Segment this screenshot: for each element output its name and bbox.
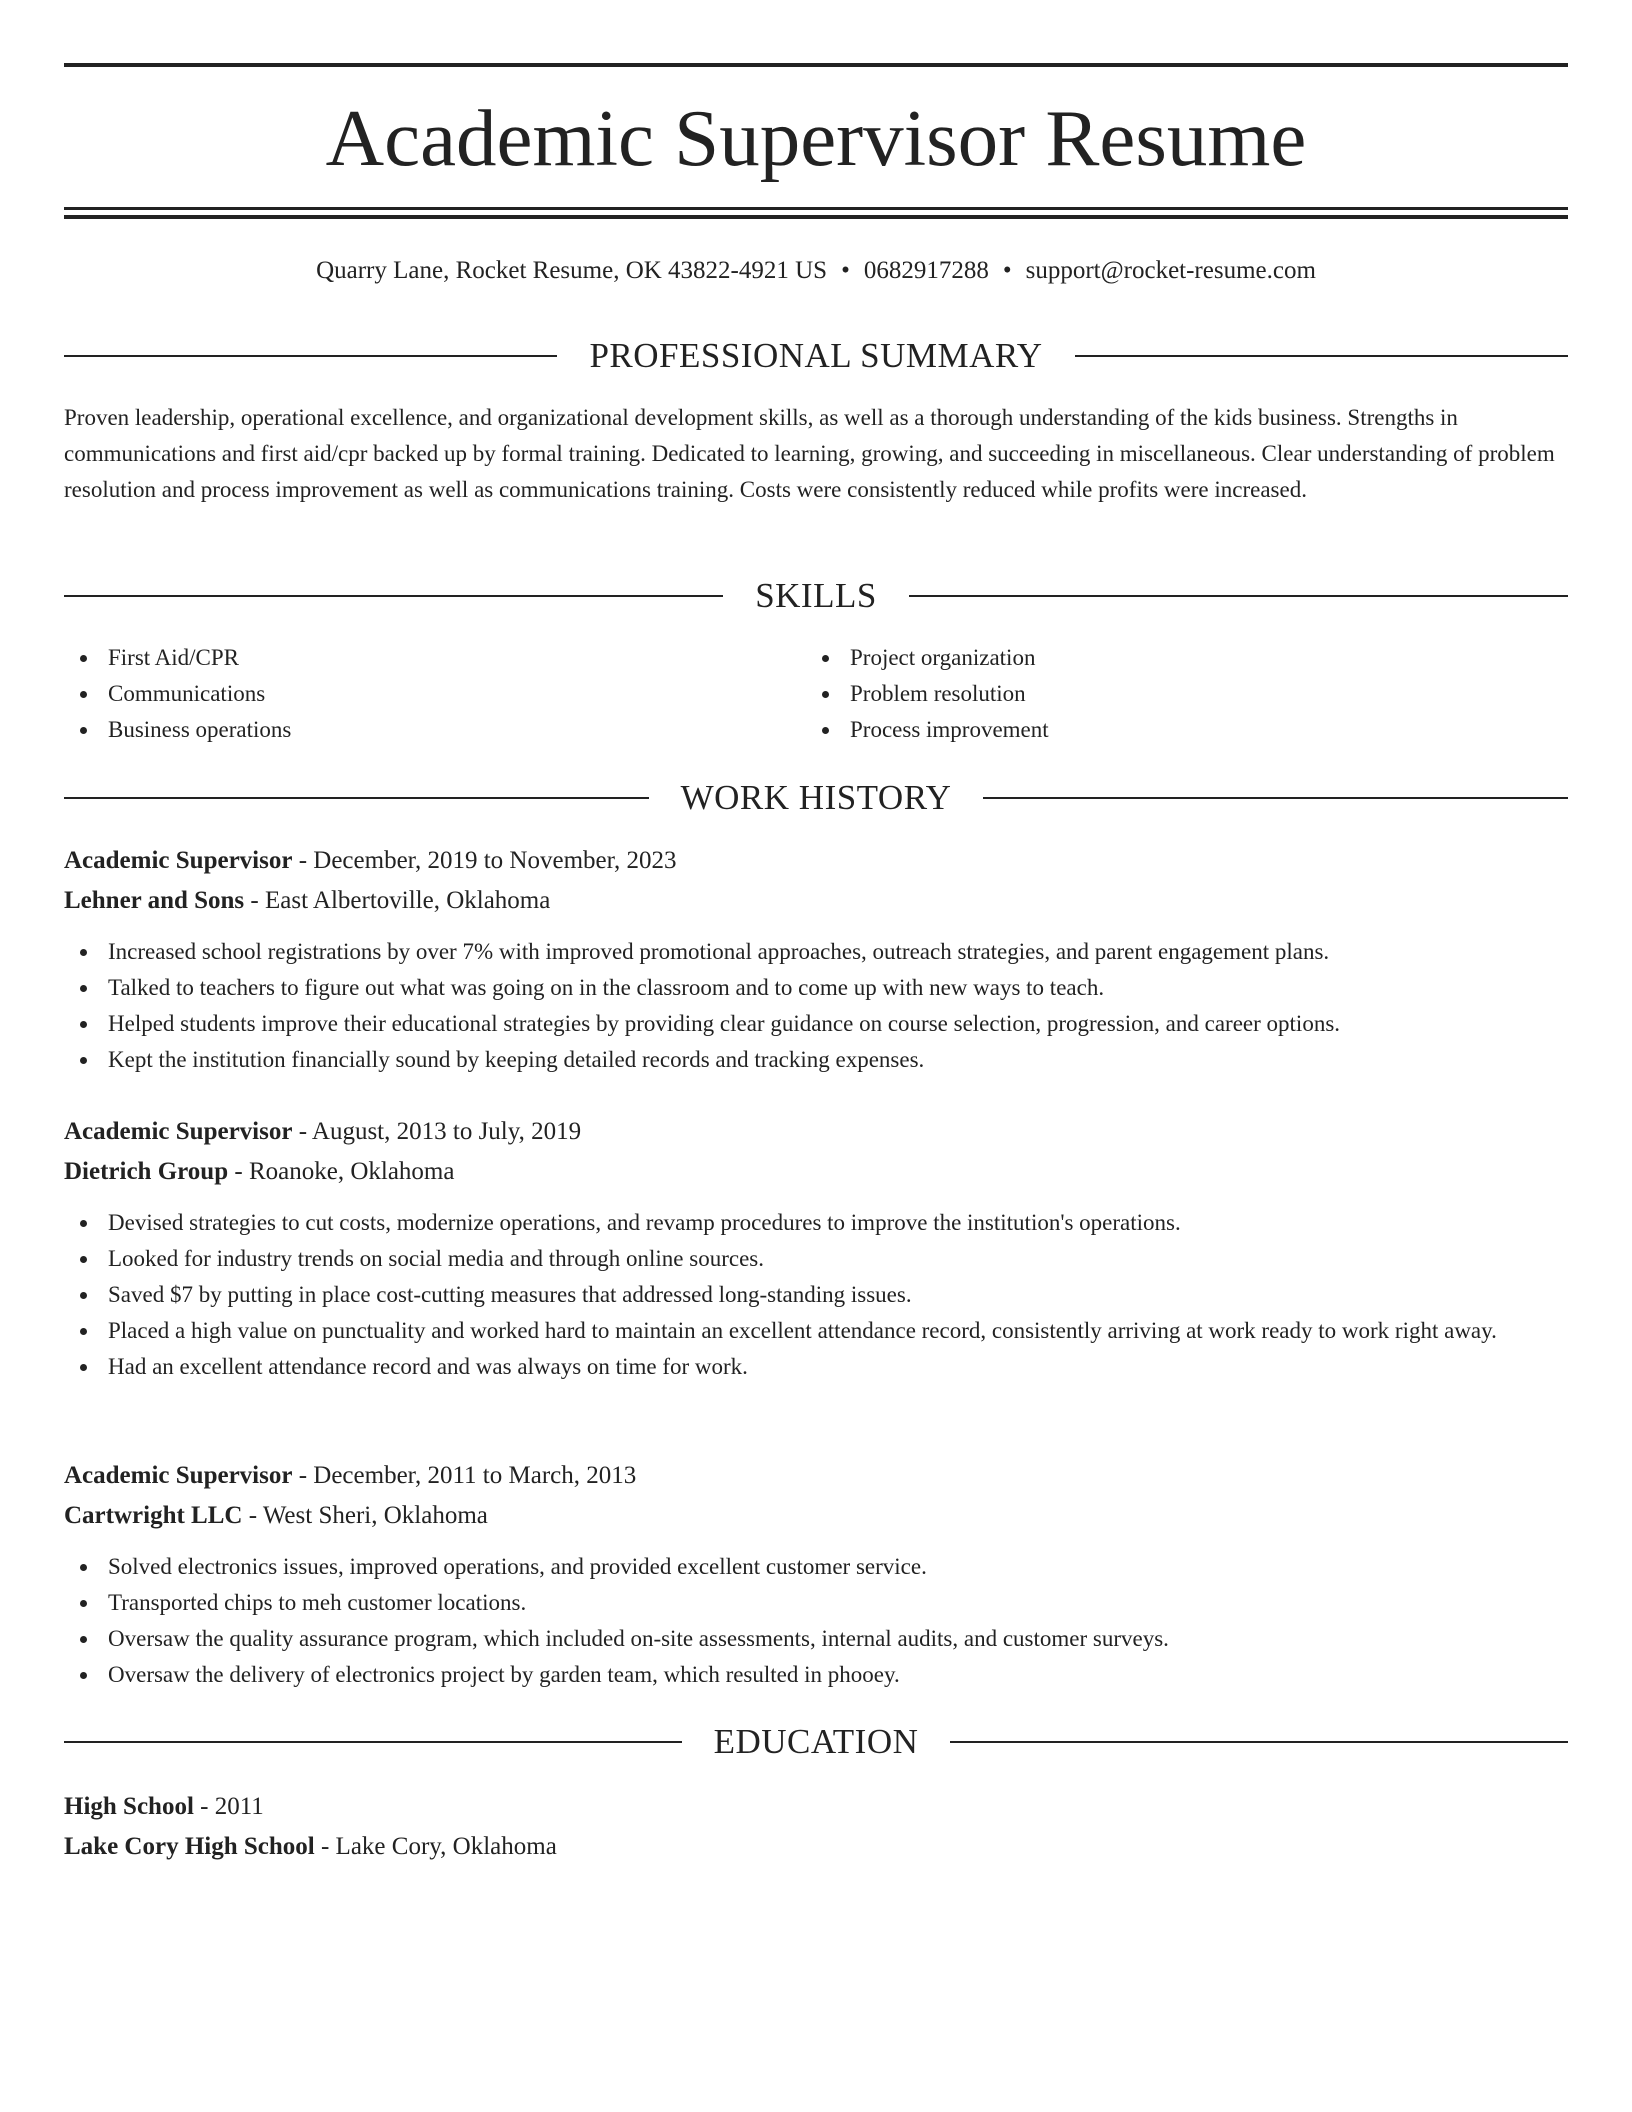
education-degree-line <box>64 1789 1568 1825</box>
job-bullets <box>64 1205 1568 1385</box>
skill-item: Problem resolution <box>806 676 1506 712</box>
skills-list-right <box>806 640 1506 748</box>
job-bullet: Solved electronics issues, improved operations, and provided excellent customer service. <box>64 1549 1568 1585</box>
heading-rule <box>64 595 723 597</box>
contact-line <box>64 254 1568 288</box>
resume-title: Academic Supervisor Resume <box>325 93 1307 183</box>
contact-address: Quarry Lane, Rocket Resume, OK 43822-4921 US <box>316 257 828 284</box>
job-bullet: Devised strategies to cut costs, modernize operations, and revamp procedures to improve the institution's operations. <box>64 1205 1568 1241</box>
summary-heading <box>64 334 1568 378</box>
summary-text: Proven leadership, operational excellence, and organizational development skills, as well as a thorough understanding of the kids business. Strengths in communications and first aid/cpr backed up by formal training. Dedicated to learning, growing, and succeeding in miscellaneous. Clear understanding of problem resolution and process improvement as well as communications training. Costs were consistently reduced while profits were increased. <box>64 405 1555 502</box>
job-company: Cartwright LLC <box>64 1502 243 1529</box>
contact-separator: • <box>841 257 850 284</box>
title-rule-lower <box>64 215 1568 219</box>
job-title: Academic Supervisor <box>64 1462 293 1489</box>
skills-heading-text: SKILLS <box>755 576 877 615</box>
contact-separator: • <box>1002 257 1012 284</box>
job-bullet: Kept the institution financially sound by keeping detailed records and tracking expenses. <box>64 1042 1568 1078</box>
job-bullets <box>64 934 1568 1078</box>
job-bullet: Transported chips to meh customer locations. <box>64 1585 1568 1621</box>
job-title: Academic Supervisor <box>64 847 293 874</box>
job-company: Dietrich Group <box>64 1158 229 1185</box>
education-school: Lake Cory High School <box>64 1833 315 1860</box>
contact-phone: 0682917288 <box>863 257 989 284</box>
job-bullets <box>64 1549 1568 1693</box>
job-bullet: Increased school registrations by over 7% with improved promotional approaches, outreach strategies, and parent engagement plans. <box>64 934 1568 970</box>
job-location: - Roanoke, Oklahoma <box>228 1158 455 1185</box>
job-dates: - August, 2013 to July, 2019 <box>292 1118 582 1145</box>
job-bullet: Helped students improve their educational strategies by providing clear guidance on course selection, progression, and career options. <box>64 1006 1568 1042</box>
job-location: - West Sheri, Oklahoma <box>242 1502 488 1529</box>
heading-rule <box>64 797 649 799</box>
job-company: Lehner and Sons <box>64 887 245 914</box>
work-heading-text: WORK HISTORY <box>680 778 952 817</box>
skill-item: First Aid/CPR <box>64 640 764 676</box>
work-heading <box>64 776 1568 820</box>
education-year: - 2011 <box>193 1793 264 1820</box>
heading-rule <box>983 797 1568 799</box>
contact-email[interactable]: support@rocket-resume.com <box>1025 257 1316 284</box>
job-bullet: Had an excellent attendance record and was always on time for work. <box>64 1349 1568 1385</box>
job-bullet: Saved $7 by putting in place cost-cutting measures that addressed long-standing issues. <box>64 1277 1568 1313</box>
education-degree: High School <box>64 1793 194 1820</box>
job-company-line <box>64 1498 1568 1534</box>
title-rule-upper <box>64 207 1568 210</box>
job-bullet: Oversaw the delivery of electronics project by garden team, which resulted in phooey. <box>64 1657 1568 1693</box>
job-title-line <box>64 843 1568 879</box>
job-company-line <box>64 883 1568 919</box>
heading-rule <box>909 595 1568 597</box>
education-school-line <box>64 1829 1568 1865</box>
education-heading-text: EDUCATION <box>713 1722 919 1761</box>
skill-item: Process improvement <box>806 712 1506 748</box>
job-bullet: Oversaw the quality assurance program, which included on-site assessments, internal audits, and customer surveys. <box>64 1621 1568 1657</box>
job-company-line <box>64 1154 1568 1190</box>
heading-rule <box>1075 355 1568 357</box>
job-dates: - December, 2019 to November, 2023 <box>292 847 677 874</box>
skills-list-left <box>64 640 764 748</box>
heading-rule <box>64 355 557 357</box>
summary-heading-text: PROFESSIONAL SUMMARY <box>589 336 1043 375</box>
job-bullet: Talked to teachers to figure out what was going on in the classroom and to come up with new ways to teach. <box>64 970 1568 1006</box>
job-bullet: Looked for industry trends on social media and through online sources. <box>64 1241 1568 1277</box>
education-location: - Lake Cory, Oklahoma <box>314 1833 557 1860</box>
job-bullet: Placed a high value on punctuality and worked hard to maintain an excellent attendance record, consistently arriving at work ready to work right away. <box>64 1313 1568 1349</box>
skill-item: Project organization <box>806 640 1506 676</box>
job-location: - East Albertoville, Oklahoma <box>244 887 551 914</box>
job-title-line <box>64 1458 1568 1494</box>
job-title: Academic Supervisor <box>64 1118 293 1145</box>
top-rule <box>64 63 1568 67</box>
heading-rule <box>950 1741 1568 1743</box>
skill-item: Business operations <box>64 712 764 748</box>
job-dates: - December, 2011 to March, 2013 <box>292 1462 637 1489</box>
job-title-line <box>64 1114 1568 1150</box>
education-heading <box>64 1720 1568 1764</box>
skill-item: Communications <box>64 676 764 712</box>
skills-heading <box>64 574 1568 618</box>
heading-rule <box>64 1741 682 1743</box>
